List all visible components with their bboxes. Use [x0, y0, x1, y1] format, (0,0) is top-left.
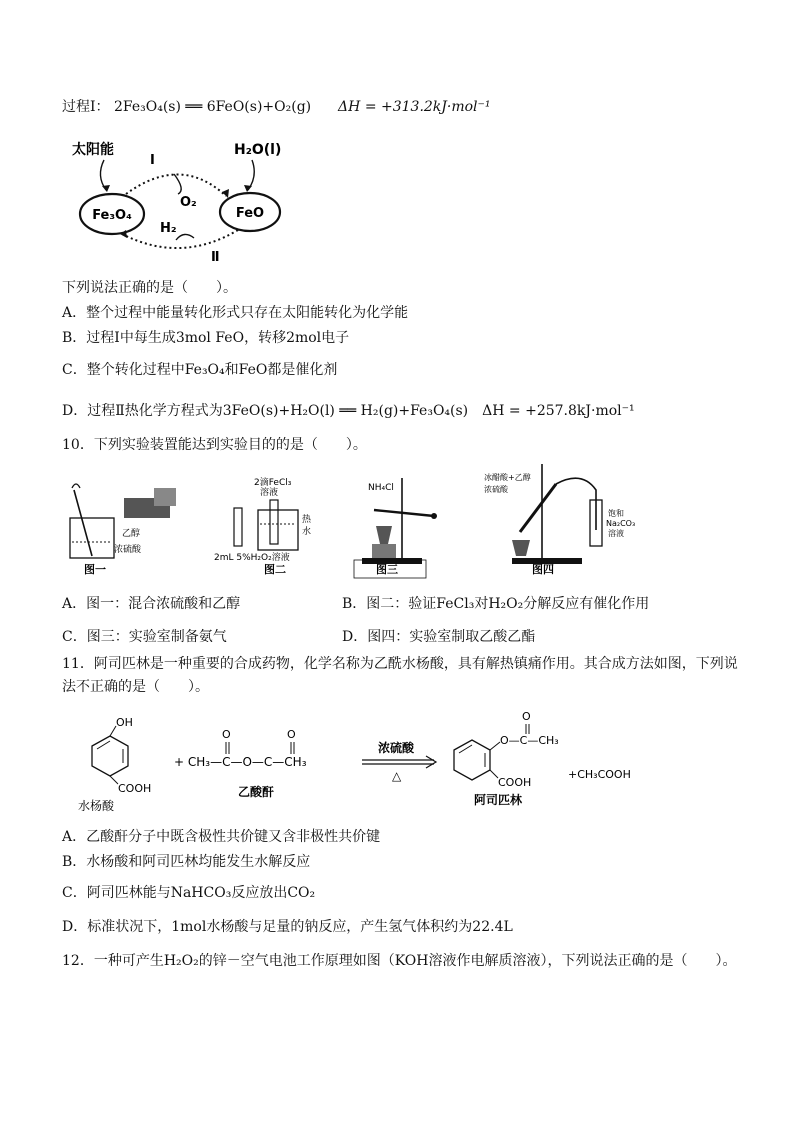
- fig1-beaker: [70, 518, 114, 558]
- q9-option-b: B．过程Ⅰ中每生成3mol FeO，转移2mol电子: [62, 330, 350, 346]
- fig4-caption: 图四: [532, 563, 554, 576]
- fig3-caption: 图三: [376, 563, 398, 576]
- fig4-saturated-label: 饱和: [608, 509, 624, 518]
- figure-1: [70, 484, 176, 576]
- aspirin-name: 阿司匹林: [474, 793, 523, 807]
- catalyst-label: 浓硫酸: [378, 741, 415, 755]
- q11-option-d: D．标准状况下，1mol水杨酸与足量的钠反应，产生氢气体积约为22.4L: [62, 919, 513, 935]
- aspirin-ester-label: O—C—CH₃: [500, 734, 559, 747]
- salicylic-oh-label: OH: [116, 716, 133, 729]
- feo-label: FeO: [235, 206, 265, 221]
- fig1-glass-rod: [74, 490, 92, 556]
- q9-option-c: C．整个转化过程中Fe₃O₄和FeO都是催化剂: [62, 362, 338, 378]
- fig4-solution-label: 溶液: [608, 529, 624, 538]
- process-1-prefix: 过程Ⅰ：: [62, 99, 110, 115]
- q11-option-b: B．水杨酸和阿司匹林均能发生水解反应: [62, 854, 311, 870]
- fig3-lamp-base: [372, 544, 396, 558]
- fig3-burner: [376, 526, 392, 544]
- fig4-acid-label: 浓硫酸: [484, 485, 508, 494]
- fig1-ethanol-label: 乙醇: [122, 529, 141, 539]
- process-2-arrowhead: [120, 230, 127, 238]
- fig1-acid-label: 浓硫酸: [114, 545, 142, 555]
- fig3-nh4cl-label: NH₄Cl: [368, 483, 394, 493]
- fig2-test-tube-2: [270, 500, 278, 544]
- q9-option-d: D．过程Ⅱ热化学方程式为3FeO(s)+H₂O(l) ══ H₂(g)+Fe₃O₄(s) ΔH = +257.8kJ·mol⁻¹: [62, 403, 635, 419]
- fig2-water-label: 水: [302, 527, 312, 537]
- fig4-reagent-label: 冰醋酸+乙醇: [484, 473, 531, 482]
- solar-energy-label: 太阳能: [72, 142, 114, 158]
- anhydride-o-2: O: [287, 728, 296, 741]
- figure-4: [484, 464, 635, 576]
- aspirin-synthesis-scheme: [62, 706, 682, 816]
- aspirin-cooh-label: COOH: [498, 776, 532, 789]
- water-label: H₂O(l): [234, 142, 282, 158]
- q10-option-c: C．图三：实验室制备氨气: [62, 629, 227, 645]
- fig2-hot-label: 热: [302, 515, 312, 525]
- aspirin-ester-o: O: [522, 710, 531, 723]
- fig2-test-tube-1: [234, 508, 242, 546]
- anhydride-formula: + CH₃—C—O—C—CH₃: [174, 755, 307, 769]
- fig1-rod-top: [72, 484, 80, 488]
- q10-option-a: A．图一：混合浓硫酸和乙醇: [62, 596, 241, 612]
- process-2-arc: [122, 230, 238, 248]
- water-arrowhead: [244, 185, 252, 192]
- fe3o4-label: Fe₃O₄: [92, 208, 132, 223]
- h2-arrow: [176, 234, 194, 240]
- fig2-h2o2-label: 2mL 5%H₂O₂溶液: [214, 553, 290, 563]
- q12-stem: 12．一种可产生H₂O₂的锌－空气电池工作原理如图（KOH溶液作电解质溶液），下列说法正确的是（ ）。: [62, 953, 737, 969]
- solar-arrowhead: [102, 185, 110, 192]
- q9-stem: 下列说法正确的是（ ）。: [62, 280, 237, 296]
- q10-option-d: D．图四：实验室制取乙酸乙酯: [342, 629, 536, 645]
- fig4-na2co3-label: Na₂CO₃: [606, 519, 636, 528]
- heat-symbol: △: [392, 769, 402, 783]
- q11-stem-line-1: 11．阿司匹林是一种重要的合成药物，化学名称为乙酰水杨酸，具有解热镇痛作用。其合成方法如图，下列说: [62, 656, 738, 672]
- solar-arrow: [100, 160, 106, 190]
- anhydride-o-1: O: [222, 728, 231, 741]
- q10-apparatus-figures: [62, 460, 682, 580]
- q11-option-a: A．乙酸酐分子中既含极性共价键又含非极性共价键: [62, 829, 381, 845]
- q11-option-c: C．阿司匹林能与NaHCO₃反应放出CO₂: [62, 885, 316, 901]
- h2-label: H₂: [160, 221, 177, 236]
- q11-stem-line-2: 法不正确的是（ ）。: [62, 679, 209, 695]
- anhydride-name: 乙酸酐: [238, 785, 275, 799]
- q10-stem: 10．下列实验装置能达到实验目的的是（ ）。: [62, 437, 367, 453]
- fig2-fecl3-label: 2滴FeCl₃: [254, 478, 292, 488]
- reaction-arrowhead: [426, 756, 436, 768]
- salicylic-acid-name: 水杨酸: [78, 799, 115, 813]
- aspirin-ester-bond: [490, 742, 500, 750]
- water-arrow: [248, 160, 254, 190]
- fig3-test-tube: [374, 510, 434, 516]
- acetic-acid-byproduct: +CH₃COOH: [568, 768, 631, 781]
- salicylic-cooh-label: COOH: [118, 782, 152, 795]
- aspirin-cooh-bond: [490, 770, 498, 778]
- fig4-burner: [512, 540, 530, 556]
- step-1-label: Ⅰ: [150, 153, 155, 168]
- fig1-bottle-cap: [154, 488, 176, 506]
- fig1-caption: 图一: [84, 563, 106, 576]
- o2-arrow: [174, 174, 181, 194]
- fe-oxide-cycle-diagram: [66, 134, 296, 264]
- q10-option-b: B．图二：验证FeCl₃对H₂O₂分解反应有催化作用: [342, 596, 650, 612]
- process-1-reaction: 2Fe₃O₄(s) ══ 6FeO(s)+O₂(g): [113, 99, 312, 115]
- process-1-line: [62, 98, 491, 116]
- fig2-caption: 图二: [264, 563, 286, 576]
- step-2-label: Ⅱ: [211, 250, 220, 264]
- o2-label: O₂: [180, 195, 197, 210]
- figure-3: [354, 478, 437, 578]
- salicylic-cooh-bond: [110, 776, 118, 784]
- q9-option-a: A．整个过程中能量转化形式只存在太阳能转化为化学能: [62, 305, 409, 321]
- fig2-solution-label: 溶液: [260, 488, 279, 498]
- process-1-dh: ΔH = +313.2kJ·mol⁻¹: [338, 99, 491, 115]
- figure-2: [214, 476, 312, 576]
- fig4-reaction-tube: [520, 484, 556, 532]
- fig3-tube-mouth: [431, 513, 437, 519]
